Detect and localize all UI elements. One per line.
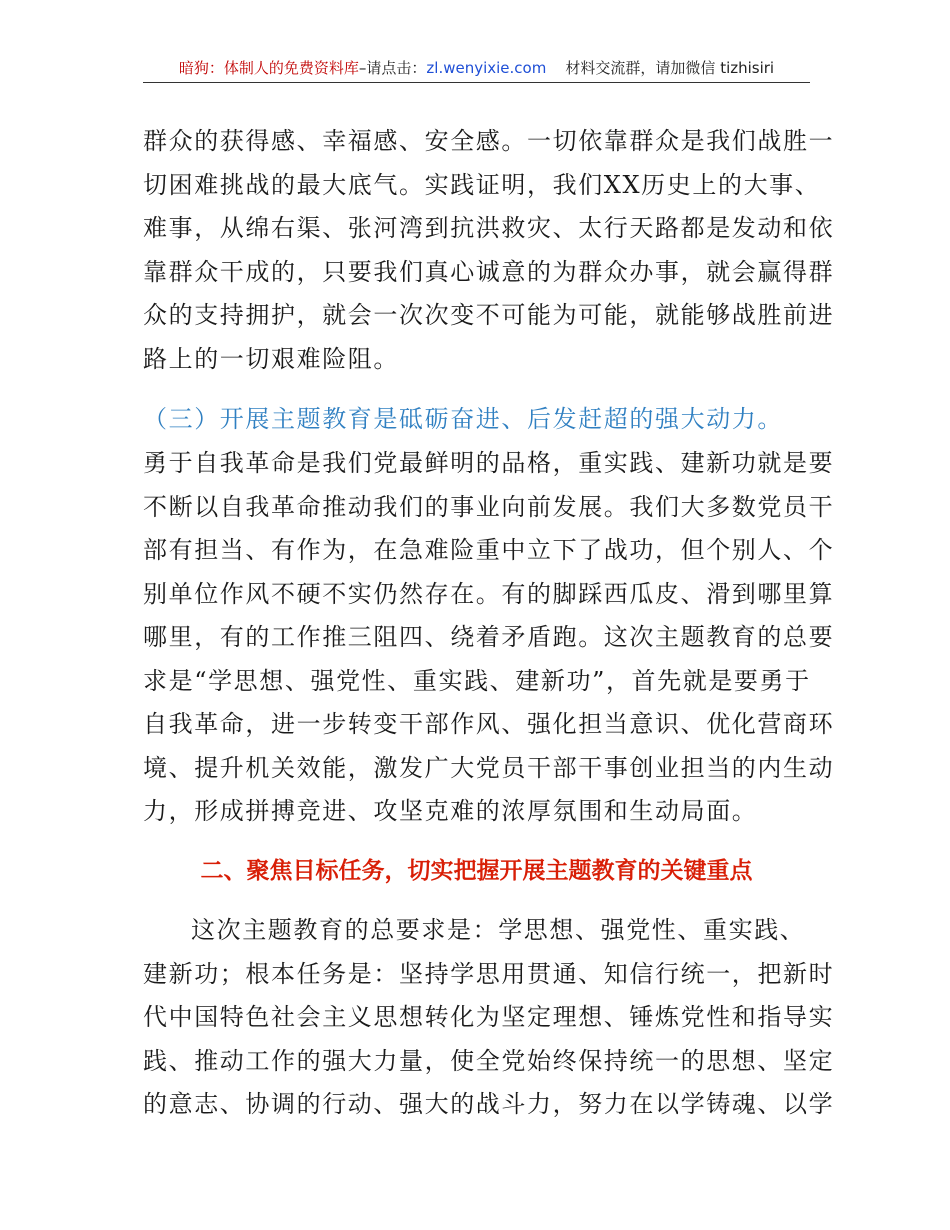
paragraph-line: 众的支持拥护，就会一次次变不可能为可能，就能够战胜前进	[143, 301, 835, 329]
paragraph-line: 难事，从绵右渠、张河湾到抗洪救灾、太行天路都是发动和依	[143, 214, 835, 242]
paragraph-line: 代中国特色社会主义思想转化为坚定理想、锤炼党性和指导实	[143, 1003, 835, 1031]
paragraph-line: 不断以自我革命推动我们的事业向前发展。我们大多数党员干	[143, 492, 835, 521]
paragraph-1	[143, 120, 835, 381]
paragraph-line: 自我革命，进一步转变干部作风、强化担当意识、优化营商环	[143, 710, 835, 738]
page-header	[143, 56, 810, 83]
paragraph-line: 力，形成拼搏竞进、攻坚克难的浓厚氛围和生动局面。	[143, 797, 758, 825]
paragraph-line: 群众的获得感、幸福感、安全感。一切依靠群众是我们战胜一	[143, 127, 835, 155]
subheading-3: （三）开展主题教育是砥砺奋进、后发赶超的强大动力。	[143, 405, 783, 433]
paragraph-line: 别单位作风不硬不实仍然存在。有的脚踩西瓜皮、滑到哪里算	[143, 579, 835, 608]
paragraph-line: 勇于自我革命是我们党最鲜明的品格，重实践、建新功就是要	[143, 449, 835, 477]
paragraph-line: 建新功；根本任务是：坚持学思用贯通、知信行统一，把新时	[143, 959, 835, 988]
paragraph-line: 切困难挑战的最大底气。实践证明，我们XX历史上的大事、	[143, 170, 821, 199]
paragraph-line: 践、推动工作的强大力量，使全党始终保持统一的思想、坚定	[143, 1046, 835, 1075]
paragraph-line: 靠群众干成的，只要我们真心诚意的为群众办事，就会赢得群	[143, 257, 835, 286]
paragraph-line: 境、提升机关效能，激发广大党员干部干事创业担当的内生动	[143, 753, 835, 782]
paragraph-line: 这次主题教育的总要求是：学思想、强党性、重实践、	[191, 916, 806, 944]
paragraph-line: 求是“学思想、强党性、重实践、建新功”，首先就是要勇于	[143, 666, 811, 695]
header-url-link[interactable]: zl.wenyixie.com	[426, 59, 547, 77]
paragraph-line: 哪里，有的工作推三阻四、绕着矛盾跑。这次主题教育的总要	[143, 623, 835, 651]
header-group-note: 材料交流群，请加微信 tizhisiri	[565, 59, 775, 77]
header-click-prompt: –请点击：	[358, 59, 427, 77]
header-brand: 暗狗：体制人的免费资料库	[178, 59, 359, 77]
paragraph-3	[143, 909, 835, 1127]
paragraph-line: 路上的一切艰难险阻。	[143, 344, 399, 373]
paragraph-2	[143, 442, 835, 834]
paragraph-line: 的意志、协调的行动、强大的战斗力，努力在以学铸魂、以学	[143, 1090, 835, 1118]
section-2-heading: 二、聚焦目标任务，切实把握开展主题教育的关键重点	[200, 858, 753, 884]
paragraph-line: 部有担当、有作为，在急难险重中立下了战功，但个别人、个	[143, 536, 835, 564]
